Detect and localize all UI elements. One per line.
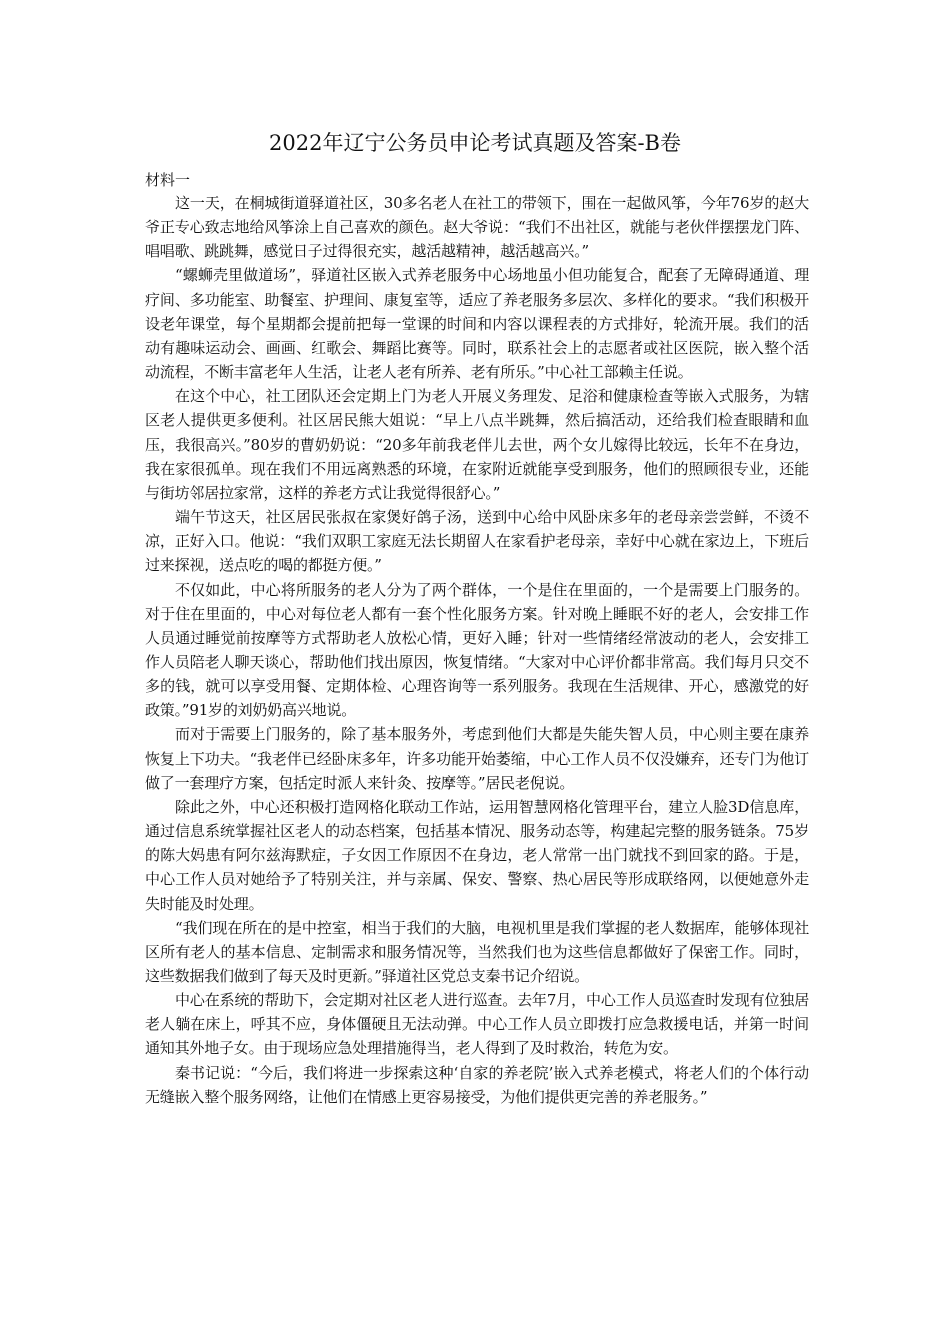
document-body (145, 191, 809, 1109)
paragraph-10: 秦书记说：“今后，我们将进一步探索这种‘自家的养老院’嵌入式养老模式，将老人们的个体行动无缝嵌入整个服务网络，让他们在情感上更容易接受，为他们提供更完善的养老服务。” (145, 1063, 809, 1106)
paragraph-6: 而对于需要上门服务的，除了基本服务外，考虑到他们大都是失能失智人员，中心则主要在康养恢复上下功夫。“我老伴已经卧床多年，许多功能开始萎缩，中心工作人员不仅没嫌弃，还专门为他订做了一套理疗方案，包括定时派人来针灸、按摩等。”居民老倪说。 (145, 725, 809, 792)
paragraph-8: “我们现在所在的是中控室，相当于我们的大脑，电视机里是我们掌握的老人数据库，能够体现社区所有老人的基本信息、定制需求和服务情况等，当然我们也为这些信息都做好了保密工作。同时，这些数据我们做到了每天及时更新。”驿道社区党总支秦书记介绍说。 (145, 918, 809, 985)
paragraph-1: 这一天，在桐城街道驿道社区，30多名老人在社工的带领下，围在一起做风筝，今年76岁的赵大爷正专心致志地给风筝涂上自己喜欢的颜色。赵大爷说：“我们不出社区，就能与老伙伴摆摆龙门阵、唱唱歌、跳跳舞，感觉日子过得很充实，越活越精神，越活越高兴。” (145, 194, 809, 261)
paragraph-3: 在这个中心，社工团队还会定期上门为老人开展义务理发、足浴和健康检查等嵌入式服务，为辖区老人提供更多便利。社区居民熊大姐说：“早上八点半跳舞，然后搞活动，还给我们检查眼睛和血压，我很高兴。”80岁的曹奶奶说：“20多年前我老伴儿去世，两个女儿嫁得比较远，长年不在身边，我在家很孤单。现在我们不用远离熟悉的环境，在家附近就能享受到服务，他们的照顾很专业，还能与街坊邻居拉家常，这样的养老方式让我觉得很舒心。” (145, 387, 809, 502)
paragraph-9: 中心在系统的帮助下，会定期对社区老人进行巡查。去年7月，中心工作人员巡查时发现有位独居老人躺在床上，呼其不应，身体僵硬且无法动弹。中心工作人员立即拨打应急救援电话，并第一时间通知其外地子女。由于现场应急处理措施得当，老人得到了及时救治，转危为安。 (145, 991, 809, 1058)
paragraph-7: 除此之外，中心还积极打造网格化联动工作站，运用智慧网格化管理平台，建立人脸3D信息库，通过信息系统掌握社区老人的动态档案，包括基本情况、服务动态等，构建起完整的服务链条。75岁的陈大妈患有阿尔兹海默症，子女因工作原因不在身边，老人常常一出门就找不到回家的路。于是，中心工作人员对她给予了特别关注，并与亲属、保安、警察、热心居民等形成联络网，以便她意外走失时能及时处理。 (145, 797, 809, 913)
document-title: 2022年辽宁公务员申论考试真题及答案-B卷 (269, 131, 681, 155)
paragraph-2: “螺蛳壳里做道场”，驿道社区嵌入式养老服务中心场地虽小但功能复合，配套了无障碍通道、理疗间、多功能室、助餐室、护理间、康复室等，适应了养老服务多层次、多样化的要求。“我们积极开设老年课堂，每个星期都会提前把每一堂课的时间和内容以课程表的方式排好，轮流开展。我们的活动有趣味运动会、画画、红歌会、舞蹈比赛等。同时，联系社会上的志愿者或社区医院，嵌入整个活动流程，不断丰富老年人生活，让老人老有所养、老有所乐。”中心社工部赖主任说。 (145, 266, 809, 382)
section-label: 材料一 (145, 171, 191, 189)
paragraph-4: 端午节这天，社区居民张叔在家煲好鸽子汤，送到中心给中风卧床多年的老母亲尝尝鲜，不烫不凉，正好入口。他说：“我们双职工家庭无法长期留人在家看护老母亲，幸好中心就在家边上，下班后过来探视，送点吃的喝的都挺方便。” (145, 508, 809, 575)
paragraph-5: 不仅如此，中心将所服务的老人分为了两个群体，一个是住在里面的，一个是需要上门服务的。对于住在里面的，中心对每位老人都有一套个性化服务方案。针对晚上睡眠不好的老人，会安排工作人员通过睡觉前按摩等方式帮助老人放松心情，更好入睡；针对一些情绪经常波动的老人，会安排工作人员陪老人聊天谈心，帮助他们找出原因，恢复情绪。“大家对中心评价都非常高。我们每月只交不多的钱，就可以享受用餐、定期体检、心理咨询等一系列服务。我现在生活规律、开心，感激党的好政策。”91岁的刘奶奶高兴地说。 (145, 580, 809, 720)
